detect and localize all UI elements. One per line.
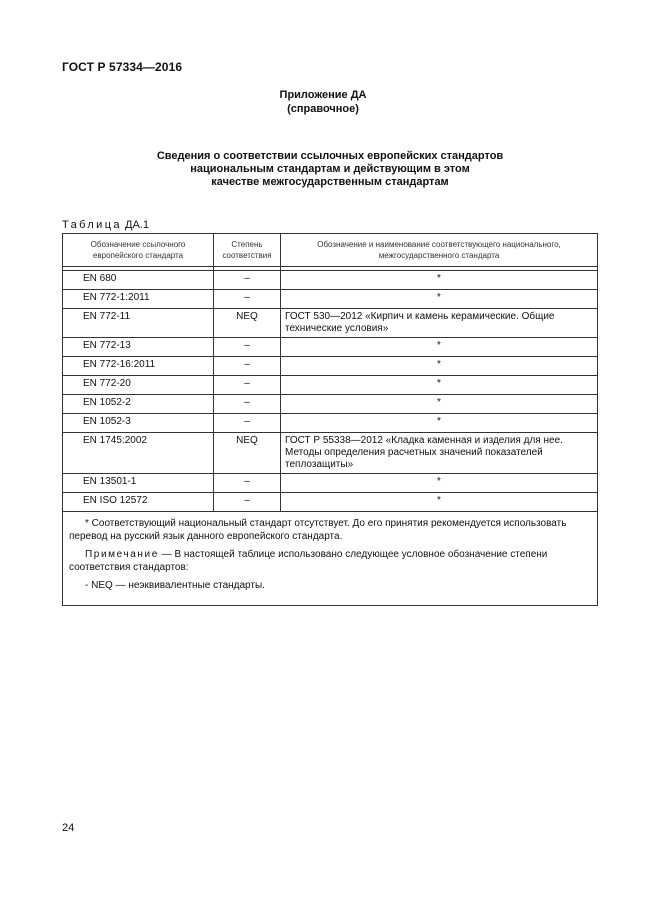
- section-title-line-2: национальным стандартам и действующим в этом: [190, 163, 470, 175]
- national-cell: *: [281, 271, 598, 290]
- document-code: ГОСТ Р 57334—2016: [62, 60, 183, 74]
- degree-cell: –: [214, 474, 281, 493]
- standards-table: [62, 233, 598, 606]
- table-row: [63, 290, 598, 309]
- section-title-line-3: качестве межгосударственным стандартам: [211, 176, 449, 188]
- degree-cell: –: [214, 395, 281, 414]
- table-row: [63, 338, 598, 357]
- table-caption-word: Таблица: [62, 219, 122, 231]
- table-footnote-row: [63, 512, 598, 606]
- ref-cell: EN 772-13: [63, 338, 214, 357]
- table-row: [63, 271, 598, 290]
- section-title: [120, 150, 540, 189]
- degree-cell: –: [214, 271, 281, 290]
- page-number: 24: [62, 822, 75, 834]
- note-text: — В настоящей таблице использовано следующее условное обозначение степени соответствия стандартов:: [69, 549, 548, 573]
- table-row: [63, 376, 598, 395]
- footnote-asterisk: * Соответствующий национальный стандарт отсутствует. До его принятия рекомендуется использовать перевод на русский язык данного европейского стандарта.: [69, 518, 567, 542]
- degree-cell: NEQ: [214, 309, 281, 338]
- appendix-subtitle: (справочное): [287, 103, 359, 115]
- degree-cell: –: [214, 414, 281, 433]
- appendix-heading: [0, 88, 646, 116]
- note-paragraph: [69, 548, 591, 574]
- table-caption: [62, 219, 149, 231]
- ref-cell: EN 772-1:2011: [63, 290, 214, 309]
- header-ref-standard: Обозначение ссылочного европейского стандарта: [63, 234, 214, 267]
- ref-cell: EN 1052-2: [63, 395, 214, 414]
- national-cell: *: [281, 474, 598, 493]
- degree-cell: –: [214, 357, 281, 376]
- table-row: [63, 309, 598, 338]
- degree-cell: –: [214, 338, 281, 357]
- national-cell: ГОСТ Р 55338—2012 «Кладка каменная и изделия для нее. Методы определения расчетных значений показателей теплозащиты»: [281, 433, 598, 474]
- national-cell: ГОСТ 530—2012 «Кирпич и камень керамические. Общие технические условия»: [281, 309, 598, 338]
- national-cell: *: [281, 493, 598, 512]
- degree-cell: –: [214, 290, 281, 309]
- table-row: [63, 474, 598, 493]
- header-national-standard: Обозначение и наименование соответствующего национального, межгосударственного стандарта: [281, 234, 598, 267]
- table-row: [63, 395, 598, 414]
- degree-cell: –: [214, 493, 281, 512]
- table-row: [63, 357, 598, 376]
- table-row: [63, 414, 598, 433]
- section-title-line-1: Сведения о соответствии ссылочных европейских стандартов: [156, 150, 504, 162]
- degree-cell: NEQ: [214, 433, 281, 474]
- table-row: [63, 433, 598, 474]
- table-header-row: [63, 234, 598, 267]
- national-cell: *: [281, 338, 598, 357]
- ref-cell: EN 13501-1: [63, 474, 214, 493]
- national-cell: *: [281, 395, 598, 414]
- national-cell: *: [281, 357, 598, 376]
- table-row: [63, 493, 598, 512]
- ref-cell: EN 680: [63, 271, 214, 290]
- national-cell: *: [281, 290, 598, 309]
- ref-cell: EN 772-20: [63, 376, 214, 395]
- note-item: - NEQ — неэквивалентные стандарты.: [85, 580, 265, 591]
- national-cell: *: [281, 414, 598, 433]
- ref-cell: EN 1052-3: [63, 414, 214, 433]
- table-footnote-cell: [63, 512, 598, 606]
- national-cell: *: [281, 376, 598, 395]
- degree-cell: –: [214, 376, 281, 395]
- ref-cell: EN ISO 12572: [63, 493, 214, 512]
- table-caption-number: ДА.1: [125, 219, 149, 231]
- ref-cell: EN 1745:2002: [63, 433, 214, 474]
- appendix-title: Приложение ДА: [279, 89, 367, 101]
- ref-cell: EN 772-11: [63, 309, 214, 338]
- note-label: Примечание: [85, 549, 159, 560]
- header-degree: Степень соответствия: [214, 234, 281, 267]
- ref-cell: EN 772-16:2011: [63, 357, 214, 376]
